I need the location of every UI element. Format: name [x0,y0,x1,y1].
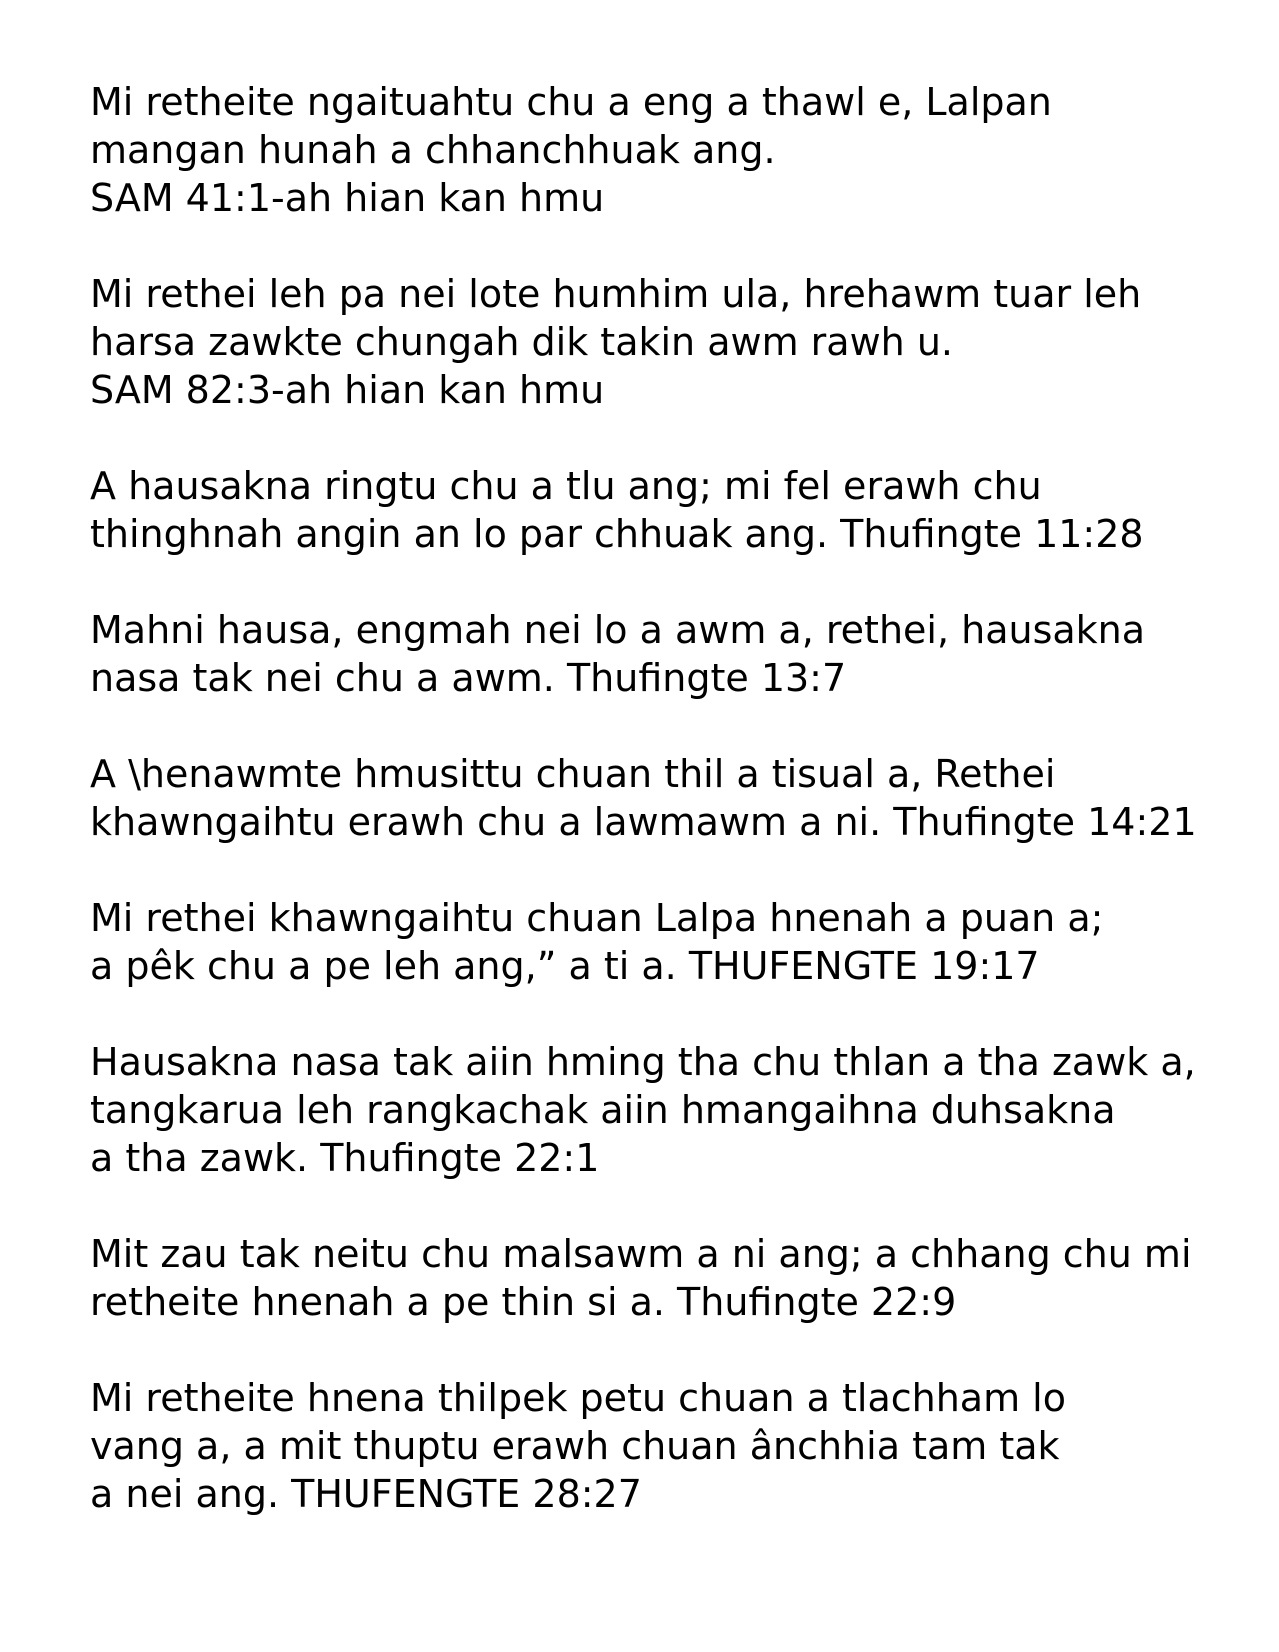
verse-block [90,1374,1240,1518]
verse-block [90,1038,1240,1182]
verse-line: a pêk chu a pe leh ang,” a ti a. THUFENGTE 19:17 [90,944,1040,988]
verse-block [90,750,1240,846]
verse-block [90,270,1240,414]
verse-line: Mi rethei leh pa nei lote humhim ula, hrehawm tuar leh [90,272,1142,316]
verse-line: Mit zau tak neitu chu malsawm a ni ang; a chhang chu mi [90,1232,1192,1276]
verse-line: thinghnah angin an lo par chhuak ang. Thufingte 11:28 [90,512,1144,556]
verse-line: A \henawmte hmusittu chuan thil a tisual a, Rethei [90,752,1056,796]
verse-block [90,78,1240,222]
verse-line: harsa zawkte chungah dik takin awm rawh u. [90,320,953,364]
verse-line: khawngaihtu erawh chu a lawmawm a ni. Thufingte 14:21 [90,800,1197,844]
verse-line: vang a, a mit thuptu erawh chuan ânchhia tam tak [90,1424,1060,1468]
verse-line: tangkarua leh rangkachak aiin hmangaihna duhsakna [90,1088,1116,1132]
verse-line: A hausakna ringtu chu a tlu ang; mi fel erawh chu [90,464,1042,508]
document-page [90,78,1240,1566]
verse-block [90,894,1240,990]
verse-line: mangan hunah a chhanchhuak ang. [90,128,776,172]
verse-line: Hausakna nasa tak aiin hming tha chu thlan a tha zawk a, [90,1040,1196,1084]
verse-block [90,606,1240,702]
verse-line: Mahni hausa, engmah nei lo a awm a, rethei, hausakna [90,608,1146,652]
verse-block [90,462,1240,558]
verse-line: Mi retheite ngaituahtu chu a eng a thawl e, Lalpan [90,80,1052,124]
verse-line: a nei ang. THUFENGTE 28:27 [90,1472,642,1516]
verse-line: retheite hnenah a pe thin si a. Thufingte 22:9 [90,1280,957,1324]
verse-reference: SAM 82:3-ah hian kan hmu [90,368,605,412]
verse-reference: SAM 41:1-ah hian kan hmu [90,176,605,220]
verse-line: a tha zawk. Thufingte 22:1 [90,1136,600,1180]
verse-line: Mi retheite hnena thilpek petu chuan a tlachham lo [90,1376,1066,1420]
verse-block [90,1230,1240,1326]
verse-line: Mi rethei khawngaihtu chuan Lalpa hnenah a puan a; [90,896,1104,940]
verse-line: nasa tak nei chu a awm. Thufingte 13:7 [90,656,847,700]
